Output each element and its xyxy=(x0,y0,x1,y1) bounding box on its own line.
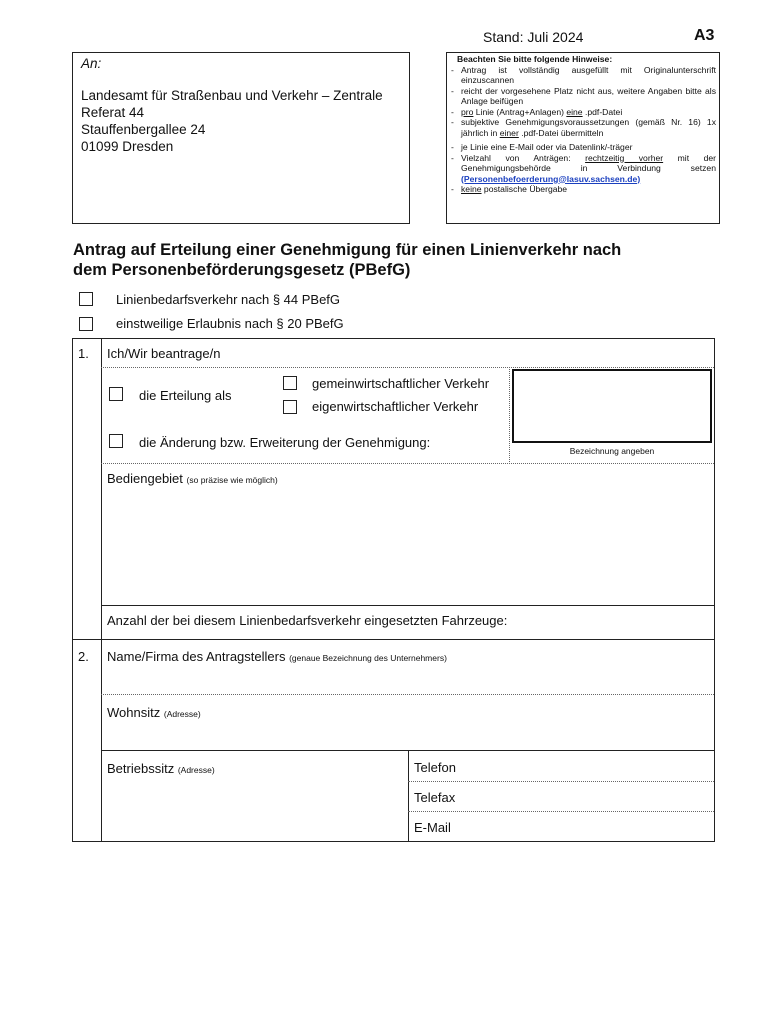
note-text: Linie (Antrag+Anlagen) xyxy=(473,106,567,117)
aenderung-checkbox[interactable] xyxy=(109,434,123,448)
email-label: E-Mail xyxy=(414,820,451,835)
note-item xyxy=(451,184,716,195)
eigenwirtschaftlich-checkbox[interactable] xyxy=(283,400,297,414)
notes-box xyxy=(446,52,720,224)
address-line: Stauffenbergallee 24 xyxy=(81,122,206,137)
row-divider xyxy=(101,367,714,368)
table-border xyxy=(72,639,715,640)
table-border xyxy=(72,841,715,842)
name-firma-label xyxy=(107,649,447,664)
bediengebiet-text: Bediengebiet xyxy=(107,471,183,486)
betriebssitz-input[interactable] xyxy=(102,778,407,840)
telefax-input[interactable] xyxy=(470,783,713,810)
note-keine: keine xyxy=(461,184,482,194)
table-border xyxy=(408,750,409,842)
wohnsitz-hint: (Adresse) xyxy=(163,709,201,719)
note-item: - Antrag ist vollständig ausgefüllt mit Originalunterschrift einzuscannen xyxy=(451,65,716,86)
betriebssitz-hint: (Adresse) xyxy=(177,765,215,775)
address-line: Referat 44 xyxy=(81,105,145,120)
note-text: subjektive Genehmigungsvoraussetzungen (gemäß Nr. 16) 1x jährlich in xyxy=(461,117,716,138)
bediengebiet-label xyxy=(107,471,278,486)
note-eine: eine xyxy=(566,106,583,117)
gemeinwirtschaftlich-checkbox[interactable] xyxy=(283,376,297,390)
telefax-label: Telefax xyxy=(414,790,456,805)
title-line: dem Personenbeförderungsgesetz (PBefG) xyxy=(73,261,411,279)
wohnsitz-label xyxy=(107,705,201,720)
address-line: 01099 Dresden xyxy=(81,139,174,154)
aenderung-label: die Änderung bzw. Erweiterung der Genehmigung: xyxy=(139,435,431,450)
note-item xyxy=(451,117,716,138)
note-text: .pdf-Datei übermitteln xyxy=(518,127,604,138)
note-item xyxy=(451,107,716,118)
name-firma-text: Name/Firma des Antragstellers xyxy=(107,649,286,664)
option-label: Linienbedarfsverkehr nach § 44 PBefG xyxy=(116,292,341,307)
note-text: Vielzahl von Anträgen: xyxy=(461,152,586,163)
telefon-input[interactable] xyxy=(470,752,713,780)
row-divider xyxy=(101,694,714,695)
row-divider xyxy=(509,367,510,464)
stand-date: Stand: Juli 2024 xyxy=(483,29,584,45)
form-code: A3 xyxy=(694,27,715,44)
recipient-address-box xyxy=(72,52,410,224)
notes-title: Beachten Sie bitte folgende Hinweise: xyxy=(457,54,613,64)
telefon-label: Telefon xyxy=(414,760,456,775)
bezeichnung-input[interactable] xyxy=(512,369,712,443)
note-item: - je Linie eine E-Mail oder via Datenlink/-träger xyxy=(451,142,716,153)
einstweilige-erlaubnis-checkbox[interactable] xyxy=(79,317,93,331)
bediengebiet-input[interactable] xyxy=(102,490,713,604)
note-text: postalische Übergabe xyxy=(481,184,568,194)
name-firma-input[interactable] xyxy=(102,667,713,693)
row-divider xyxy=(101,463,714,464)
note-einer: einer xyxy=(499,127,519,138)
row-divider xyxy=(408,781,714,782)
beantrage-label: Ich/Wir beantrage/n xyxy=(107,346,221,361)
option-label: einstweilige Erlaubnis nach § 20 PBefG xyxy=(116,316,344,331)
section-number: 2. xyxy=(78,649,89,664)
section-number: 1. xyxy=(78,346,89,361)
wohnsitz-input[interactable] xyxy=(102,722,713,749)
betriebssitz-label xyxy=(107,761,215,776)
bezeichnung-label: Bezeichnung angeben xyxy=(569,446,655,456)
row-divider xyxy=(408,811,714,812)
erteilung-checkbox[interactable] xyxy=(109,387,123,401)
table-border xyxy=(72,338,715,339)
eigenwirtschaftlich-label: eigenwirtschaftlicher Verkehr xyxy=(312,399,479,414)
note-text: mit der Genehmigungsbehörde in Verbindung setzen xyxy=(461,152,717,173)
name-firma-hint: (genaue Bezeichnung des Unternehmers) xyxy=(289,653,447,663)
linienbedarfsverkehr-checkbox[interactable] xyxy=(79,292,93,306)
note-item xyxy=(451,153,716,185)
betriebssitz-text: Betriebssitz xyxy=(107,761,175,776)
wohnsitz-text: Wohnsitz xyxy=(107,705,161,720)
gemeinwirtschaftlich-label: gemeinwirtschaftlicher Verkehr xyxy=(312,376,490,391)
title-line: Antrag auf Erteilung einer Genehmigung für einen Linienverkehr nach xyxy=(73,241,622,259)
table-border xyxy=(714,338,715,842)
email-link[interactable]: (Personenbefoerderung@lasuv.sachsen.de) xyxy=(461,173,641,184)
address-line: Landesamt für Straßenbau und Verkehr – Zentrale xyxy=(81,88,383,103)
table-border xyxy=(72,338,73,842)
note-underlined: rechtzeitig vorher xyxy=(585,152,664,163)
erteilung-label: die Erteilung als xyxy=(139,388,232,403)
note-pro: pro xyxy=(461,106,474,117)
bediengebiet-hint: (so präzise wie möglich) xyxy=(186,475,278,485)
note-item: - reicht der vorgesehene Platz nicht aus, weitere Angaben bitte als Anlage beifügen xyxy=(451,86,716,107)
table-border xyxy=(101,605,714,606)
email-input[interactable] xyxy=(460,813,713,840)
address-label: An: xyxy=(81,56,102,71)
note-text: .pdf-Datei xyxy=(582,106,623,117)
anzahl-fahrzeuge-label: Anzahl der bei diesem Linienbedarfsverkehr eingesetzten Fahrzeuge: xyxy=(107,613,508,628)
form-title xyxy=(73,240,713,280)
